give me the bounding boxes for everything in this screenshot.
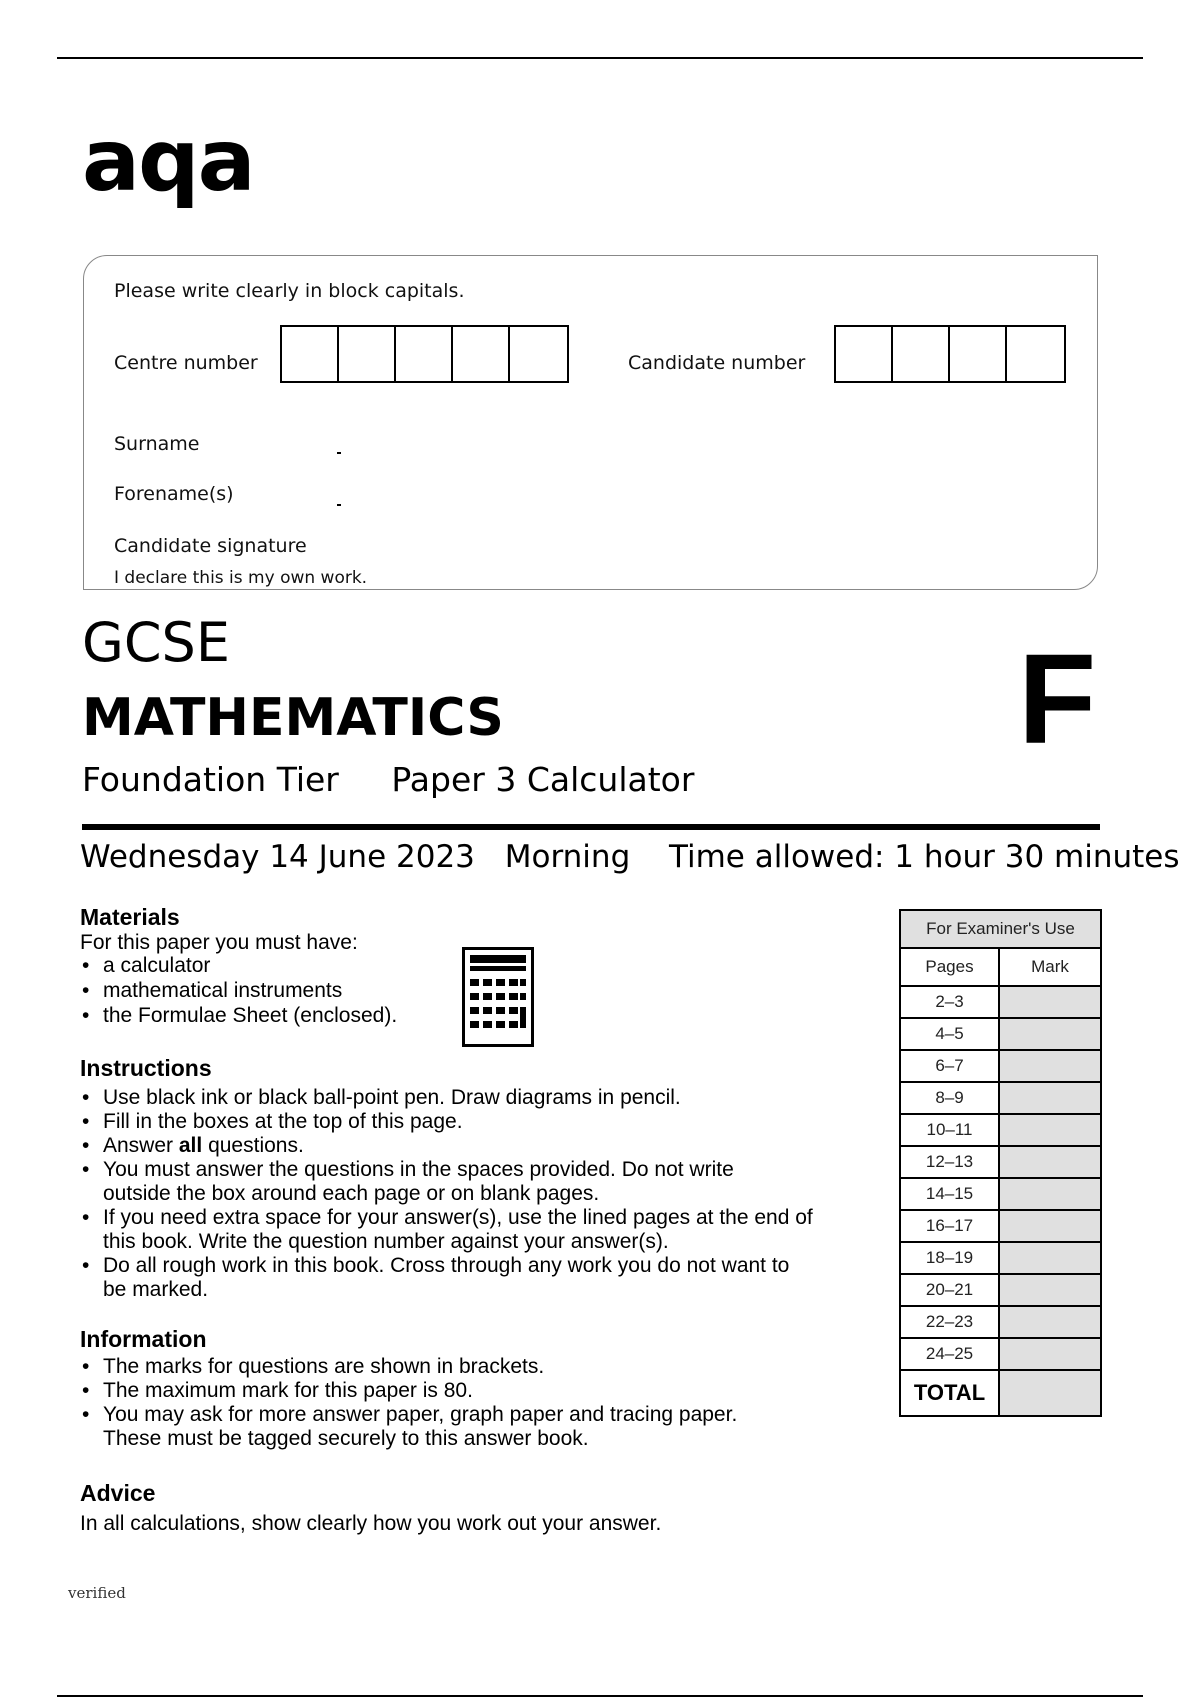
pages-cell: 12–13 [900, 1146, 999, 1178]
table-row [900, 1114, 1101, 1146]
candidate-number-boxes [834, 325, 1066, 383]
table-row [900, 1050, 1101, 1082]
total-mark-cell [999, 1370, 1101, 1416]
bottom-rule [57, 1695, 1143, 1697]
mark-column-header: Mark [999, 948, 1101, 986]
exam-session: Morning [504, 839, 631, 875]
table-row [900, 1306, 1101, 1338]
centre-digit-box[interactable] [339, 327, 396, 381]
mark-cell [999, 1018, 1101, 1050]
total-label: TOTAL [900, 1370, 999, 1416]
declaration-text: I declare this is my own work. [114, 568, 368, 588]
table-row [900, 1082, 1101, 1114]
subject-title: MATHEMATICS [82, 688, 504, 748]
centre-number-label: Centre number [114, 352, 258, 374]
pages-cell: 14–15 [900, 1178, 999, 1210]
centre-number-boxes [280, 325, 569, 383]
qualification-title: GCSE [82, 611, 230, 674]
list-item: • mathematical instruments [80, 978, 397, 1003]
tier-label: Foundation Tier [82, 760, 339, 799]
time-allowed: Time allowed: 1 hour 30 minutes [669, 839, 1180, 875]
mark-cell [999, 986, 1101, 1018]
mark-cell [999, 1210, 1101, 1242]
advice-heading: Advice [80, 1480, 156, 1506]
list-item: • The marks for questions are shown in brackets. [80, 1355, 737, 1379]
centre-digit-box[interactable] [396, 327, 453, 381]
examiner-use-table [899, 909, 1102, 1417]
list-item [80, 1254, 813, 1302]
table-row [900, 1242, 1101, 1274]
answer-all-text-a: Answer [103, 1134, 174, 1157]
instructions-heading: Instructions [80, 1055, 212, 1081]
surname-label: Surname [114, 433, 200, 455]
verified-stamp: verified [68, 1584, 126, 1602]
exam-date: Wednesday 14 June 2023 [80, 839, 475, 875]
pages-cell: 2–3 [900, 986, 999, 1018]
calculator-icon [462, 947, 534, 1047]
materials-list [80, 953, 397, 1028]
table-row [900, 986, 1101, 1018]
centre-digit-box[interactable] [510, 327, 567, 381]
answer-all-emphasis: all [178, 1134, 203, 1157]
centre-digit-box[interactable] [282, 327, 339, 381]
mark-cell [999, 1082, 1101, 1114]
table-row [900, 1146, 1101, 1178]
pages-cell: 24–25 [900, 1338, 999, 1370]
pages-cell: 10–11 [900, 1114, 999, 1146]
pages-cell: 6–7 [900, 1050, 999, 1082]
materials-heading: Materials [80, 904, 180, 930]
mark-cell [999, 1178, 1101, 1210]
pages-cell: 22–23 [900, 1306, 999, 1338]
list-item-line: You may ask for more answer paper, graph paper and tracing paper. [103, 1403, 738, 1426]
pages-cell: 8–9 [900, 1082, 999, 1114]
aqa-logo: aqa [82, 111, 254, 211]
forename-field[interactable] [337, 504, 341, 506]
date-line [80, 839, 631, 875]
block-capitals-instruction: Please write clearly in block capitals. [114, 280, 465, 302]
table-row [900, 1018, 1101, 1050]
pages-cell: 20–21 [900, 1274, 999, 1306]
list-item [80, 1206, 813, 1254]
list-item: • Fill in the boxes at the top of this page. [80, 1110, 813, 1134]
mark-cell [999, 1242, 1101, 1274]
mark-cell [999, 1338, 1101, 1370]
list-item-line: If you need extra space for your answer(s), use the lined pages at the end of [103, 1206, 813, 1229]
list-item-line: These must be tagged securely to this answer book. [103, 1427, 589, 1450]
pages-column-header: Pages [900, 948, 999, 986]
mark-cell [999, 1050, 1101, 1082]
list-item-line: outside the box around each page or on blank pages. [103, 1182, 600, 1205]
pages-cell: 4–5 [900, 1018, 999, 1050]
candidate-digit-box[interactable] [1007, 327, 1064, 381]
mark-cell [999, 1274, 1101, 1306]
paper-label: Paper 3 Calculator [391, 760, 695, 799]
forename-label: Forename(s) [114, 483, 234, 505]
list-item: • the Formulae Sheet (enclosed). [80, 1003, 397, 1028]
advice-text: In all calculations, show clearly how you work out your answer. [80, 1512, 662, 1535]
information-list [80, 1355, 737, 1451]
list-item-line: You must answer the questions in the spaces provided. Do not write [103, 1158, 734, 1181]
materials-intro: For this paper you must have: [80, 931, 358, 954]
list-item-line: this book. Write the question number against your answer(s). [103, 1230, 669, 1253]
mark-cell [999, 1306, 1101, 1338]
top-rule [57, 57, 1143, 59]
information-heading: Information [80, 1326, 207, 1352]
mark-cell [999, 1146, 1101, 1178]
list-item-line: be marked. [103, 1278, 209, 1301]
table-row [900, 1178, 1101, 1210]
table-row [900, 1210, 1101, 1242]
candidate-digit-box[interactable] [950, 327, 1007, 381]
table-row [900, 1274, 1101, 1306]
candidate-number-label: Candidate number [628, 352, 806, 374]
tier-paper-line [82, 760, 695, 799]
surname-field[interactable] [337, 452, 341, 454]
list-item [80, 1134, 813, 1158]
tier-letter: F [1018, 628, 1097, 771]
title-rule [82, 824, 1100, 830]
list-item [80, 1403, 737, 1451]
total-row [900, 1370, 1101, 1416]
mark-cell [999, 1114, 1101, 1146]
list-item: • a calculator [80, 953, 397, 978]
examiner-table-title: For Examiner's Use [900, 910, 1101, 948]
instructions-list [80, 1086, 813, 1302]
list-item: • The maximum mark for this paper is 80. [80, 1379, 737, 1403]
centre-digit-box[interactable] [453, 327, 510, 381]
list-item-line: Do all rough work in this book. Cross through any work you do not want to [103, 1254, 790, 1277]
list-item [80, 1158, 813, 1206]
list-item: • Use black ink or black ball-point pen. Draw diagrams in pencil. [80, 1086, 813, 1110]
pages-cell: 18–19 [900, 1242, 999, 1274]
table-row [900, 1338, 1101, 1370]
candidate-digit-box[interactable] [836, 327, 893, 381]
pages-cell: 16–17 [900, 1210, 999, 1242]
answer-all-text-b: questions. [208, 1134, 304, 1157]
candidate-digit-box[interactable] [893, 327, 950, 381]
signature-label: Candidate signature [114, 535, 307, 557]
